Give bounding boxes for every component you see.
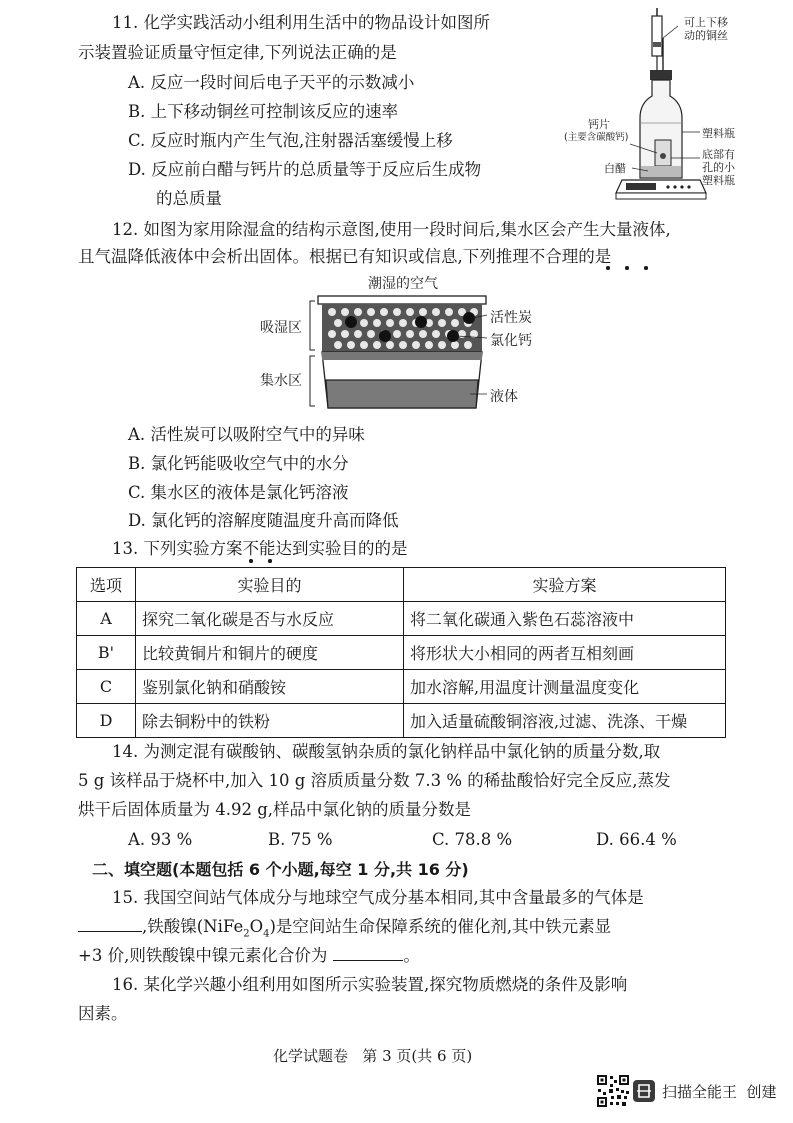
cell-purpose: 除去铜粉中的铁粉 — [136, 704, 404, 738]
label-copper-line2: 动的铜丝 — [684, 29, 728, 42]
q14-option-d: D. 66.4 % — [596, 830, 677, 849]
q11-apparatus-figure — [560, 8, 760, 203]
label-vinegar: 白醋 — [604, 162, 626, 175]
cell-plan: 将形状大小相同的两者互相刻画 — [404, 636, 726, 670]
q15-line2-text-b: O — [249, 917, 264, 936]
scanner-watermark-text: 扫描全能王 创建 — [662, 1083, 777, 1101]
table-row — [77, 636, 726, 670]
q14-stem-line2: 5 g 该样品于烧杯中,加入 10 g 溶质质量分数 7.3 % 的稀盐酸恰好完全反应,蒸发 — [78, 771, 671, 790]
label-humid-air: 潮湿的空气 — [368, 276, 438, 292]
q11-stem-line1: 11. 化学实践活动小组利用生活中的物品设计如图所 — [112, 13, 490, 32]
q16-line1: 16. 某化学兴趣小组利用如图所示实验装置,探究物质燃烧的条件及影响 — [112, 975, 628, 994]
emphasis-dot — [644, 266, 648, 270]
q15-line2-text-a: ,铁酸镍(NiFe — [142, 917, 244, 936]
emphasis-dot — [625, 266, 629, 270]
q11-option-a: A. 反应一段时间后电子天平的示数减小 — [128, 73, 415, 92]
q12-option-a: A. 活性炭可以吸附空气中的异味 — [128, 425, 365, 444]
q11-option-b: B. 上下移动铜丝可控制该反应的速率 — [128, 102, 399, 121]
scanner-logo-icon — [633, 1080, 655, 1102]
qr-code-icon — [596, 1074, 630, 1108]
label-calcium-chloride: 氯化钙 — [490, 333, 532, 349]
cell-purpose: 探究二氧化碳是否与水反应 — [136, 602, 404, 636]
q15-line2 — [78, 915, 611, 946]
cell-option: B' — [77, 636, 136, 670]
q15-line3-text: +3 价,则铁酸镍中镍元素化合价为 — [78, 946, 328, 965]
q12-dehumidifier-figure — [255, 270, 545, 415]
cell-option: D — [77, 704, 136, 738]
emphasis-dot — [268, 559, 272, 563]
table-row — [77, 602, 726, 636]
label-activated-carbon: 活性炭 — [490, 310, 532, 326]
cell-purpose: 鉴别氯化钠和硝酸铵 — [136, 670, 404, 704]
q15-line3-end: 。 — [403, 946, 420, 965]
label-small-bottle-line1: 底部有 — [702, 148, 735, 161]
answer-blank[interactable] — [333, 946, 403, 961]
q12-stem-line1: 12. 如图为家用除湿盒的结构示意图,使用一段时间后,集水区会产生大量液体, — [112, 220, 671, 239]
table-row — [77, 704, 726, 738]
q14-stem-line3: 烘干后固体质量为 4.92 g,样品中氯化钠的质量分数是 — [78, 800, 472, 819]
q11-option-d-line2: 的总质量 — [156, 189, 222, 208]
q11-option-d-line1: D. 反应前白醋与钙片的总质量等于反应后生成物 — [128, 160, 482, 179]
q12-option-b: B. 氯化钙能吸收空气中的水分 — [128, 454, 349, 473]
header-option: 选项 — [77, 568, 136, 602]
q15-line2-text-c: )是空间站生命保障系统的催化剂,其中铁元素显 — [269, 917, 612, 936]
q14-option-b: B. 75 % — [268, 830, 333, 849]
q11-option-c: C. 反应时瓶内产生气泡,注射器活塞缓慢上移 — [128, 131, 453, 150]
q12-option-c: C. 集水区的液体是氯化钙溶液 — [128, 483, 349, 502]
cell-option: C — [77, 670, 136, 704]
q16-line2: 因素。 — [78, 1004, 128, 1023]
label-copper-line1: 可上下移 — [684, 16, 728, 29]
label-water-zone: 集水区 — [260, 373, 302, 389]
label-small-bottle-line3: 塑料瓶 — [702, 174, 735, 187]
answer-blank[interactable] — [78, 917, 142, 932]
q14-stem-line1: 14. 为测定混有碳酸钠、碳酸氢钠杂质的氯化钠样品中氯化钠的质量分数,取 — [112, 742, 661, 761]
subscript: 4 — [263, 928, 270, 940]
label-plastic-bottle: 塑料瓶 — [702, 127, 735, 140]
label-tablet-line1: 钙片 — [588, 118, 610, 131]
label-small-bottle-line2: 孔的小 — [702, 161, 735, 174]
q14-option-c: C. 78.8 % — [432, 830, 513, 849]
label-tablet-line2: (主要含碳酸钙) — [564, 132, 629, 143]
emphasis-dot — [606, 266, 610, 270]
subscript: 2 — [243, 928, 250, 940]
page-footer: 化学试题卷 第 3 页(共 6 页) — [273, 1047, 473, 1065]
cell-plan: 加水溶解,用温度计测量温度变化 — [404, 670, 726, 704]
q15-line1: 15. 我国空间站气体成分与地球空气成分基本相同,其中含量最多的气体是 — [112, 888, 644, 907]
q11-stem-line2: 示装置验证质量守恒定律,下列说法正确的是 — [78, 43, 397, 62]
emphasis-dot — [249, 559, 253, 563]
q12-stem-line2: 且气温降低液体中会析出固体。根据已有知识或信息,下列推理不合理的是 — [78, 247, 612, 266]
section-heading-fill-in: 二、填空题(本题包括 6 个小题,每空 1 分,共 16 分) — [92, 860, 469, 879]
label-absorb-zone: 吸湿区 — [260, 320, 302, 336]
q15-line3 — [78, 944, 420, 968]
cell-option: A — [77, 602, 136, 636]
header-purpose: 实验目的 — [136, 568, 404, 602]
table-row — [77, 670, 726, 704]
q12-option-d: D. 氯化钙的溶解度随温度升高而降低 — [128, 511, 399, 530]
label-liquid: 液体 — [490, 389, 518, 405]
q14-option-a: A. 93 % — [128, 830, 193, 849]
q13-table — [76, 567, 726, 738]
cell-plan: 将二氧化碳通入紫色石蕊溶液中 — [404, 602, 726, 636]
cell-plan: 加入适量硫酸铜溶液,过滤、洗涤、干燥 — [404, 704, 726, 738]
cell-purpose: 比较黄铜片和铜片的硬度 — [136, 636, 404, 670]
q13-stem: 13. 下列实验方案不能达到实验目的的是 — [112, 539, 408, 558]
header-plan: 实验方案 — [404, 568, 726, 602]
table-header-row — [77, 568, 726, 602]
